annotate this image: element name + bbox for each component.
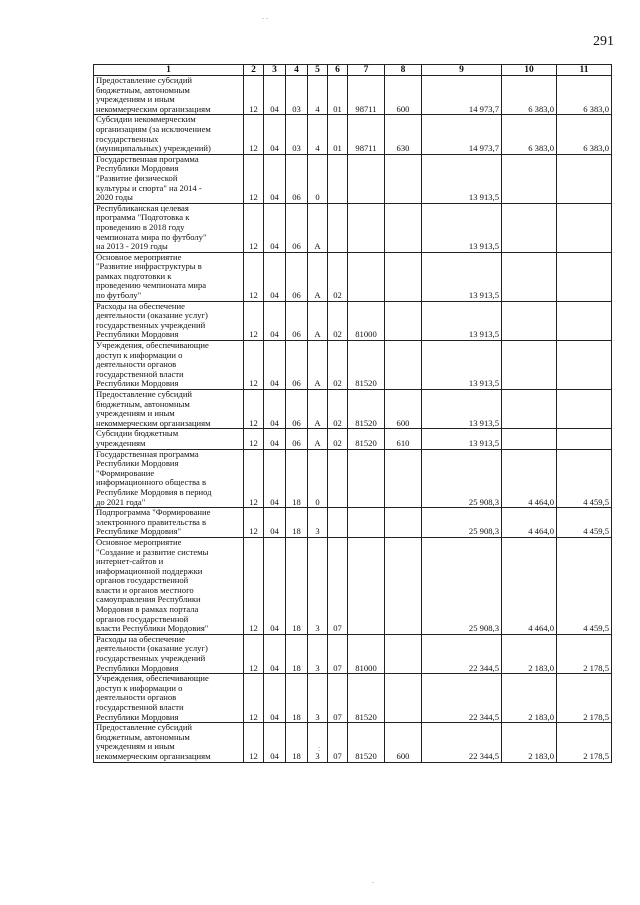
amount-cell: [557, 203, 612, 252]
code-cell: [385, 301, 422, 340]
code-cell: 04: [264, 154, 286, 203]
code-cell: А: [308, 341, 328, 390]
amount-cell: 2 183,0: [502, 723, 557, 762]
amount-cell: [557, 252, 612, 301]
table-row: [94, 634, 612, 673]
column-header: 11: [557, 65, 612, 76]
code-cell: 81520: [348, 429, 385, 449]
code-cell: 3: [308, 674, 328, 723]
code-cell: 18: [286, 449, 308, 508]
column-header: 5: [308, 65, 328, 76]
code-cell: 07: [328, 634, 348, 673]
code-cell: 12: [244, 76, 264, 115]
column-header: 3: [264, 65, 286, 76]
code-cell: А: [308, 203, 328, 252]
column-header: 1: [94, 65, 244, 76]
code-cell: 3: [308, 537, 328, 634]
code-cell: 12: [244, 341, 264, 390]
code-cell: 03: [286, 115, 308, 154]
code-cell: 610: [385, 429, 422, 449]
code-cell: 0: [308, 154, 328, 203]
amount-cell: 13 913,5: [422, 341, 502, 390]
code-cell: 02: [328, 341, 348, 390]
code-cell: [328, 508, 348, 538]
amount-cell: 6 383,0: [557, 76, 612, 115]
amount-cell: [502, 341, 557, 390]
amount-cell: 4 459,5: [557, 508, 612, 538]
code-cell: 04: [264, 674, 286, 723]
code-cell: 600: [385, 76, 422, 115]
amount-cell: 14 973,7: [422, 115, 502, 154]
amount-cell: [557, 301, 612, 340]
budget-table: [93, 64, 612, 763]
column-header: 7: [348, 65, 385, 76]
code-cell: 04: [264, 537, 286, 634]
code-cell: [328, 203, 348, 252]
code-cell: 12: [244, 449, 264, 508]
code-cell: А: [308, 301, 328, 340]
code-cell: 81000: [348, 634, 385, 673]
code-cell: [385, 203, 422, 252]
column-header: 9: [422, 65, 502, 76]
code-cell: 12: [244, 154, 264, 203]
row-name-cell: Подпрограмма "Формирование электронного правительства в Республике Мордовия": [94, 508, 244, 538]
code-cell: 600: [385, 723, 422, 762]
amount-cell: 13 913,5: [422, 252, 502, 301]
code-cell: А: [308, 252, 328, 301]
code-cell: 02: [328, 429, 348, 449]
table-header-row: [94, 65, 612, 76]
code-cell: [348, 508, 385, 538]
code-cell: 12: [244, 301, 264, 340]
table-row: [94, 449, 612, 508]
code-cell: [385, 537, 422, 634]
column-header: 10: [502, 65, 557, 76]
table-row: [94, 301, 612, 340]
amount-cell: 4 464,0: [502, 449, 557, 508]
code-cell: [328, 154, 348, 203]
code-cell: 03: [286, 76, 308, 115]
amount-cell: 13 913,5: [422, 203, 502, 252]
code-cell: [385, 341, 422, 390]
code-cell: 12: [244, 508, 264, 538]
code-cell: 06: [286, 341, 308, 390]
amount-cell: 25 908,3: [422, 537, 502, 634]
code-cell: 4: [308, 115, 328, 154]
code-cell: [385, 674, 422, 723]
row-name-cell: Субсидии некоммерческим организациям (за исключением государственных (муниципальных) учреждений): [94, 115, 244, 154]
code-cell: 07: [328, 674, 348, 723]
amount-cell: 13 913,5: [422, 429, 502, 449]
amount-cell: 2 183,0: [502, 674, 557, 723]
row-name-cell: Основное мероприятие "Развитие инфраструктуры в рамках подготовки к проведению чемпионата мира по футболу": [94, 252, 244, 301]
amount-cell: 13 913,5: [422, 301, 502, 340]
table-body: [94, 76, 612, 763]
row-name-cell: Основное мероприятие "Создание и развитие системы интернет-сайтов и информационной поддержки органов государственной власти и органов местного самоуправления Республики Мордовия в рамках портала органов государственной власти Республики Мордовия": [94, 537, 244, 634]
column-header: 2: [244, 65, 264, 76]
code-cell: 18: [286, 674, 308, 723]
amount-cell: [502, 390, 557, 429]
amount-cell: 4 459,5: [557, 537, 612, 634]
code-cell: [348, 154, 385, 203]
amount-cell: [502, 301, 557, 340]
code-cell: [385, 449, 422, 508]
code-cell: 600: [385, 390, 422, 429]
amount-cell: 2 178,5: [557, 723, 612, 762]
amount-cell: 22 344,5: [422, 674, 502, 723]
code-cell: 12: [244, 252, 264, 301]
amount-cell: [557, 429, 612, 449]
code-cell: 02: [328, 390, 348, 429]
code-cell: 04: [264, 252, 286, 301]
amount-cell: [502, 203, 557, 252]
column-header: 8: [385, 65, 422, 76]
amount-cell: 6 383,0: [557, 115, 612, 154]
code-cell: 01: [328, 115, 348, 154]
code-cell: 04: [264, 301, 286, 340]
scan-mark: . .: [262, 12, 268, 21]
table-row: [94, 723, 612, 762]
code-cell: 12: [244, 115, 264, 154]
amount-cell: 13 913,5: [422, 154, 502, 203]
amount-cell: 2 178,5: [557, 634, 612, 673]
code-cell: 81520: [348, 341, 385, 390]
page-number: 291: [593, 34, 614, 49]
code-cell: 04: [264, 429, 286, 449]
amount-cell: 22 344,5: [422, 723, 502, 762]
code-cell: А: [308, 429, 328, 449]
code-cell: 81520: [348, 390, 385, 429]
code-cell: [385, 634, 422, 673]
code-cell: 18: [286, 634, 308, 673]
code-cell: 3: [308, 634, 328, 673]
code-cell: 12: [244, 634, 264, 673]
code-cell: 06: [286, 154, 308, 203]
table-row: [94, 508, 612, 538]
amount-cell: 13 913,5: [422, 390, 502, 429]
table-row: [94, 390, 612, 429]
code-cell: 06: [286, 390, 308, 429]
code-cell: 07: [328, 537, 348, 634]
code-cell: 04: [264, 723, 286, 762]
code-cell: 0: [308, 449, 328, 508]
amount-cell: 25 908,3: [422, 508, 502, 538]
code-cell: [385, 154, 422, 203]
column-header: 6: [328, 65, 348, 76]
row-name-cell: Субсидии бюджетным учреждениям: [94, 429, 244, 449]
row-name-cell: Государственная программа Республики Мордовия "Развитие физической культуры и спорта" на 2014 - 2020 годы: [94, 154, 244, 203]
row-name-cell: Расходы на обеспечение деятельности (оказание услуг) государственных учреждений Республики Мордовия: [94, 634, 244, 673]
code-cell: А: [308, 390, 328, 429]
row-name-cell: Расходы на обеспечение деятельности (оказание услуг) государственных учреждений Республики Мордовия: [94, 301, 244, 340]
code-cell: [385, 252, 422, 301]
code-cell: [348, 449, 385, 508]
code-cell: 06: [286, 203, 308, 252]
table-row: [94, 429, 612, 449]
amount-cell: [557, 154, 612, 203]
code-cell: 12: [244, 429, 264, 449]
code-cell: 12: [244, 537, 264, 634]
code-cell: 3: [308, 723, 328, 762]
code-cell: 07: [328, 723, 348, 762]
table-row: [94, 154, 612, 203]
amount-cell: [502, 154, 557, 203]
row-name-cell: Предоставление субсидий бюджетным, автономным учреждениям и иным некоммерческим организациям: [94, 390, 244, 429]
code-cell: 02: [328, 252, 348, 301]
code-cell: 12: [244, 390, 264, 429]
amount-cell: [502, 429, 557, 449]
code-cell: 12: [244, 723, 264, 762]
table-row: [94, 203, 612, 252]
amount-cell: [502, 252, 557, 301]
scan-mark: .: [372, 876, 374, 885]
code-cell: [348, 252, 385, 301]
row-name-cell: Республиканская целевая программа "Подготовка к проведению в 2018 году чемпионата мира по футболу" на 2013 - 2019 годы: [94, 203, 244, 252]
row-name-cell: Учреждения, обеспечивающие доступ к информации о деятельности органов государственной власти Республики Мордовия: [94, 674, 244, 723]
code-cell: 12: [244, 674, 264, 723]
row-name-cell: Предоставление субсидий бюджетным, автономным учреждениям и иным некоммерческим организациям: [94, 723, 244, 762]
code-cell: 3: [308, 508, 328, 538]
code-cell: 04: [264, 508, 286, 538]
code-cell: [328, 449, 348, 508]
amount-cell: 22 344,5: [422, 634, 502, 673]
table-row: [94, 341, 612, 390]
code-cell: 98711: [348, 76, 385, 115]
amount-cell: 25 908,3: [422, 449, 502, 508]
code-cell: 12: [244, 203, 264, 252]
amount-cell: 4 464,0: [502, 537, 557, 634]
code-cell: 18: [286, 723, 308, 762]
code-cell: 4: [308, 76, 328, 115]
code-cell: 630: [385, 115, 422, 154]
row-name-cell: Государственная программа Республики Мордовия "Формирование информационного общества в Республике Мордовия в период до 2021 года": [94, 449, 244, 508]
code-cell: 81520: [348, 723, 385, 762]
code-cell: [348, 537, 385, 634]
code-cell: 01: [328, 76, 348, 115]
code-cell: 18: [286, 508, 308, 538]
code-cell: 04: [264, 449, 286, 508]
table-row: [94, 252, 612, 301]
code-cell: 04: [264, 76, 286, 115]
amount-cell: [557, 341, 612, 390]
amount-cell: [557, 390, 612, 429]
code-cell: 81520: [348, 674, 385, 723]
amount-cell: 6 383,0: [502, 115, 557, 154]
row-name-cell: Предоставление субсидий бюджетным, автономным учреждениям и иным некоммерческим организациям: [94, 76, 244, 115]
table-row: [94, 537, 612, 634]
code-cell: 06: [286, 429, 308, 449]
table-row: [94, 76, 612, 115]
code-cell: 04: [264, 634, 286, 673]
code-cell: 06: [286, 301, 308, 340]
amount-cell: 2 178,5: [557, 674, 612, 723]
code-cell: [348, 203, 385, 252]
code-cell: 06: [286, 252, 308, 301]
code-cell: [385, 508, 422, 538]
scan-mark: :: [318, 744, 321, 753]
column-header: 4: [286, 65, 308, 76]
code-cell: 81000: [348, 301, 385, 340]
table-row: [94, 674, 612, 723]
amount-cell: 14 973,7: [422, 76, 502, 115]
code-cell: 04: [264, 203, 286, 252]
amount-cell: 2 183,0: [502, 634, 557, 673]
amount-cell: 6 383,0: [502, 76, 557, 115]
amount-cell: 4 464,0: [502, 508, 557, 538]
code-cell: 98711: [348, 115, 385, 154]
amount-cell: 4 459,5: [557, 449, 612, 508]
row-name-cell: Учреждения, обеспечивающие доступ к информации о деятельности органов государственной власти Республики Мордовия: [94, 341, 244, 390]
code-cell: 04: [264, 115, 286, 154]
code-cell: 18: [286, 537, 308, 634]
code-cell: 04: [264, 341, 286, 390]
code-cell: 04: [264, 390, 286, 429]
code-cell: 02: [328, 301, 348, 340]
table-row: [94, 115, 612, 154]
